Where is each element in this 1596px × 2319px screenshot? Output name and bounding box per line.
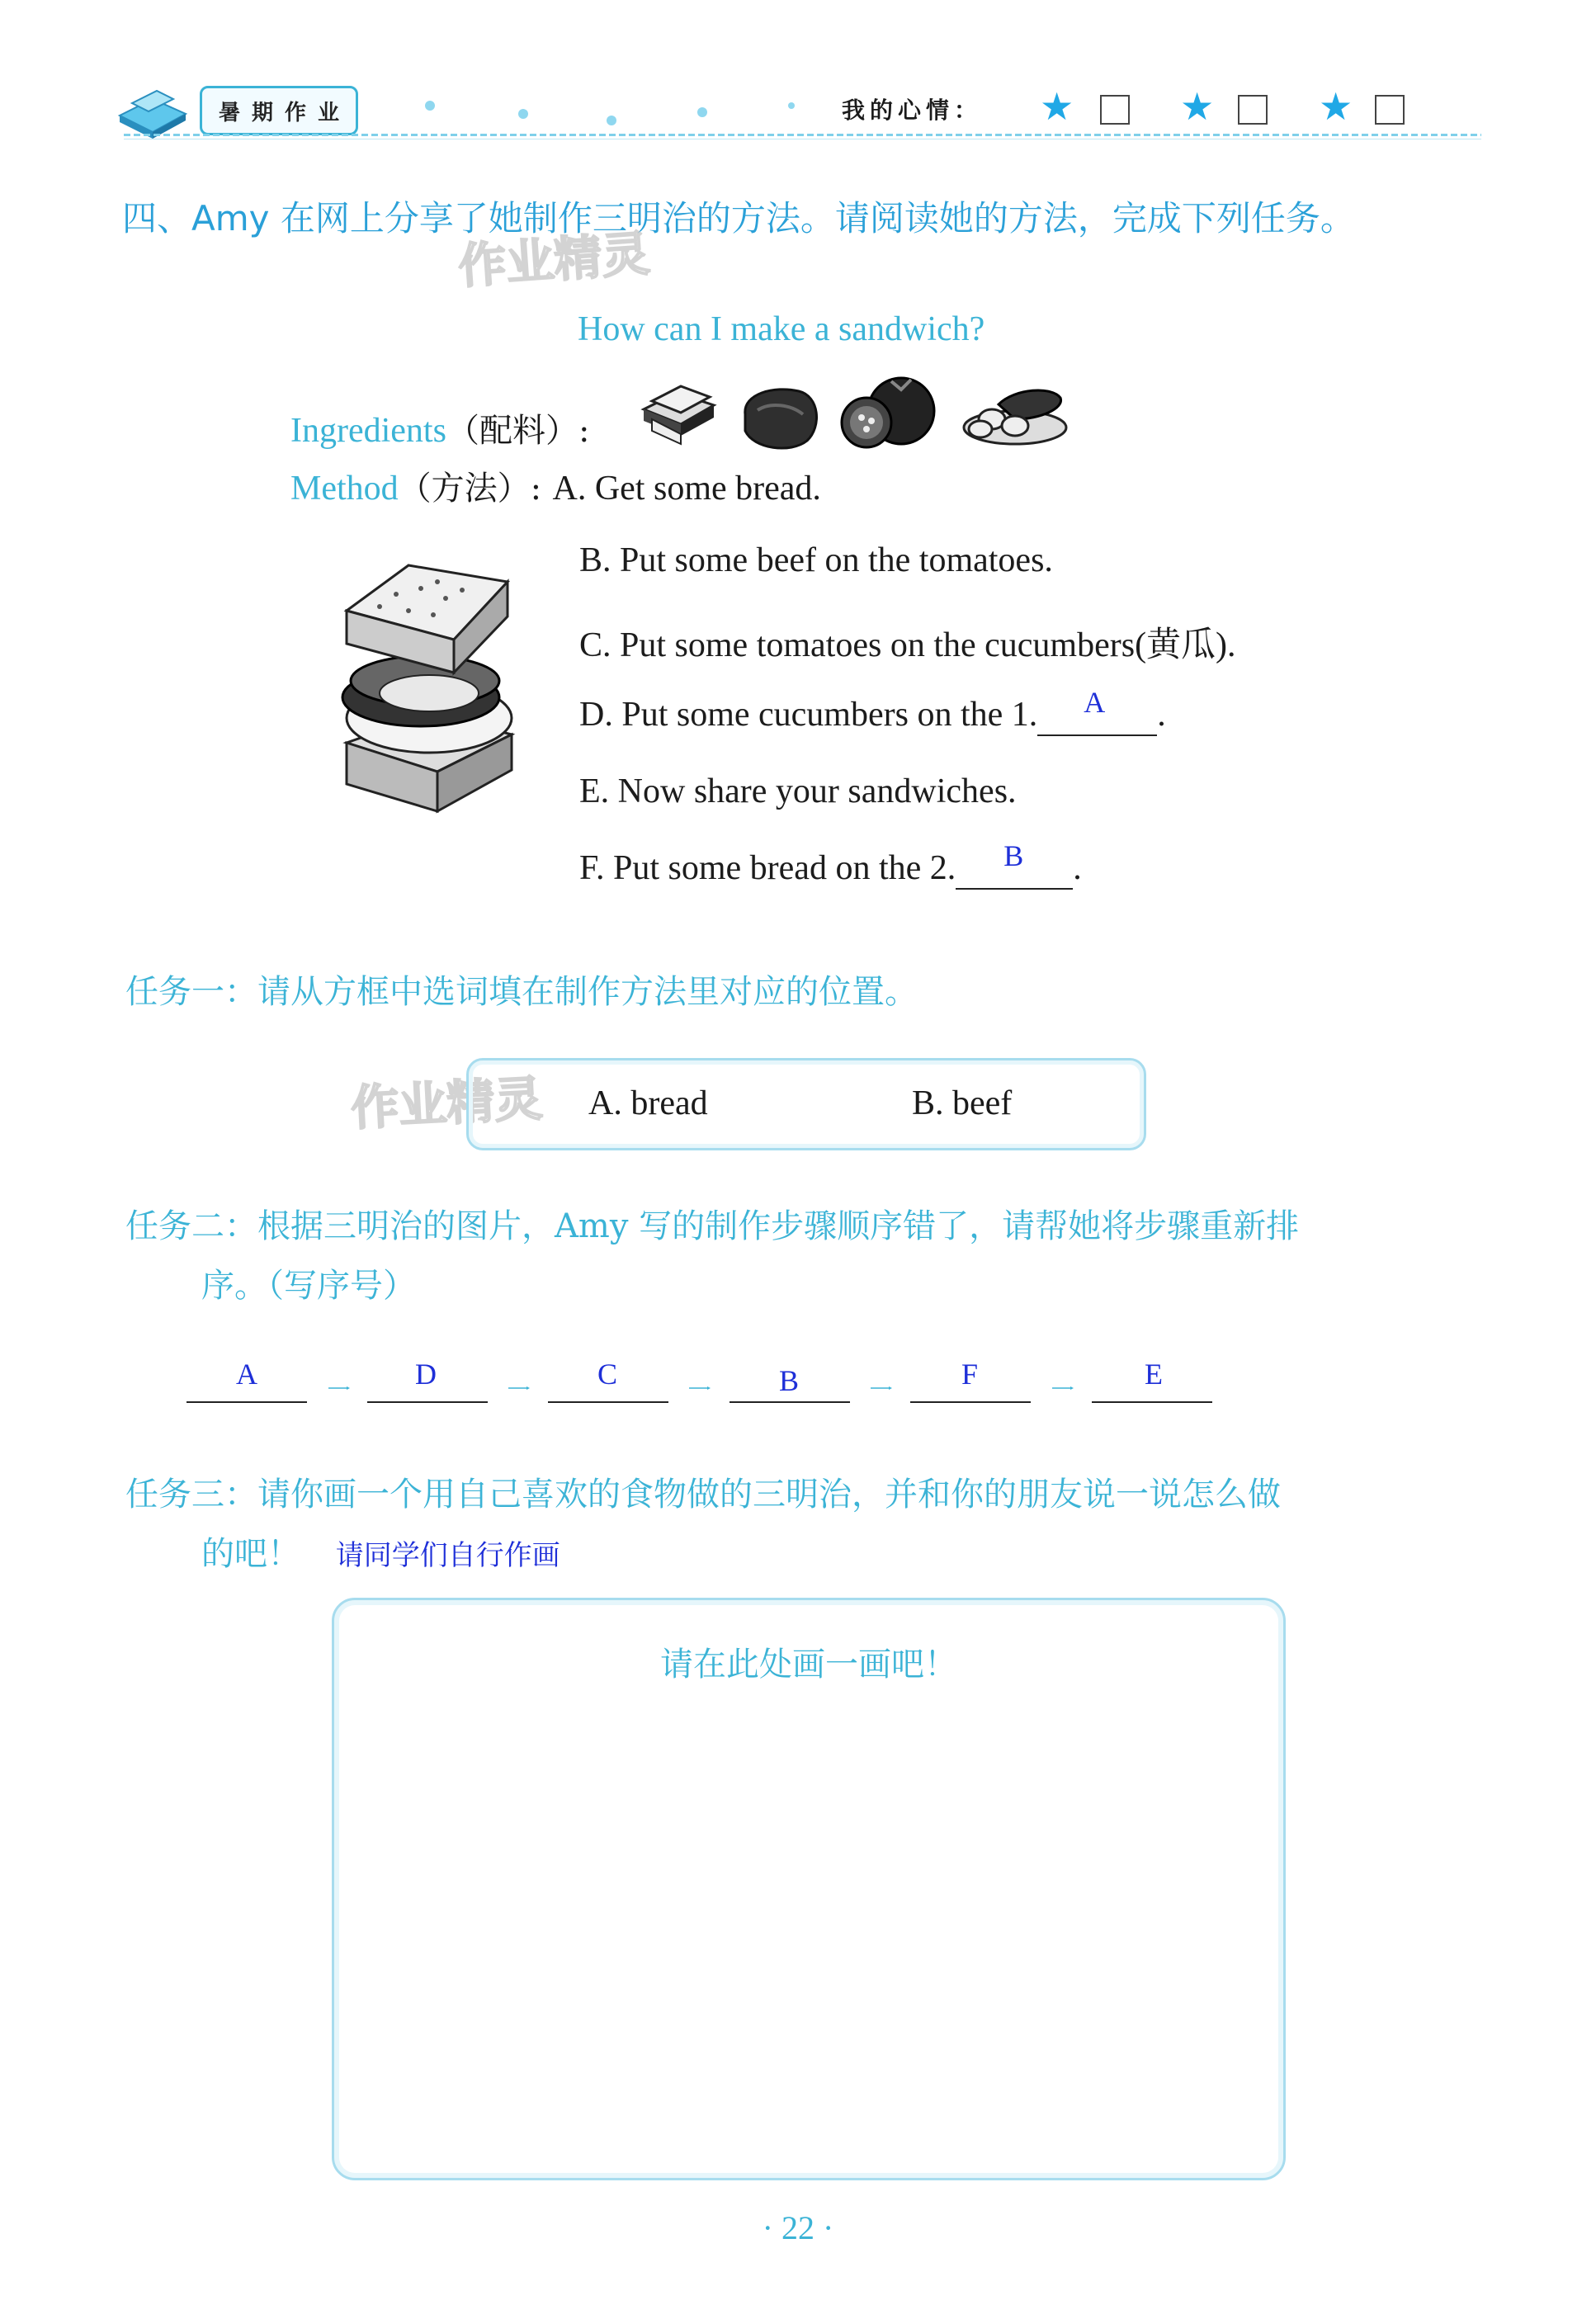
ingredients-label: Ingredients <box>290 412 446 450</box>
order-blank-6[interactable] <box>1092 1358 1212 1403</box>
drawing-box[interactable] <box>332 1598 1286 2180</box>
tomato-icon <box>833 371 939 454</box>
arrow-right-icon <box>318 1386 361 1390</box>
order-answer-5: F <box>961 1358 979 1391</box>
step-f-text: F. Put some bread on the 2. <box>579 849 956 887</box>
step-f-period: . <box>1073 849 1082 887</box>
decor-dot <box>788 102 795 109</box>
task2-line1: 任务二：根据三明治的图片，Amy 写的制作步骤顺序错了，请帮她将步骤重新排 <box>125 1207 1300 1245</box>
ingredients-cn: （配料）: <box>446 412 590 450</box>
arrow-right-icon <box>860 1386 903 1390</box>
order-answer-1: A <box>236 1358 257 1391</box>
star-icon: ★ <box>1040 84 1074 129</box>
order-answer-4: B <box>779 1364 800 1397</box>
blank-2-answer: B <box>1003 839 1024 872</box>
method-line <box>290 462 821 509</box>
task3-line1: 任务三：请你画一个用自己喜欢的食物做的三明治，并和你的朋友说一说怎么做 <box>125 1476 1281 1514</box>
mood-checkbox[interactable] <box>1375 95 1405 125</box>
reading-subtitle: How can I make a sandwich? <box>578 310 985 348</box>
header-tag: 暑期作业 <box>200 86 358 135</box>
task3-text <box>125 1465 1545 1585</box>
book-icon <box>116 83 190 140</box>
task2-text <box>125 1197 1545 1315</box>
order-answer-6: E <box>1145 1358 1163 1391</box>
star-icon: ★ <box>1180 84 1215 129</box>
arrow-right-icon <box>1041 1386 1084 1390</box>
step-a: A. Get some bread. <box>552 470 821 508</box>
task2-line2: 序。（写序号） <box>201 1267 416 1305</box>
mood-checkbox[interactable] <box>1100 95 1130 125</box>
order-blank-3[interactable] <box>548 1358 668 1403</box>
order-answer-3: C <box>597 1358 618 1391</box>
method-label: Method <box>290 470 399 508</box>
step-f <box>579 839 1082 890</box>
step-d <box>579 686 1166 736</box>
step-d-period: . <box>1157 696 1166 734</box>
sandwich-illustration <box>330 549 528 838</box>
task1-text: 任务一：请从方框中选词填在制作方法里对应的位置。 <box>125 973 918 1011</box>
watermark: 作业精灵 <box>349 1070 544 1137</box>
step-d-text: D. Put some cucumbers on the 1. <box>579 696 1038 734</box>
order-blank-2[interactable] <box>367 1358 488 1403</box>
mood-label: 我的心情： <box>842 97 983 124</box>
arrow-right-icon <box>498 1386 541 1390</box>
decor-dot <box>607 116 616 125</box>
order-blank-4[interactable] <box>730 1364 850 1403</box>
step-e: E. Now share your sandwiches. <box>579 772 1017 810</box>
header-divider <box>124 134 1481 136</box>
star-icon: ★ <box>1319 84 1353 129</box>
header <box>0 0 1596 149</box>
beef-icon <box>733 381 824 454</box>
blank-2[interactable] <box>956 839 1073 890</box>
cucumber-icon <box>957 380 1073 449</box>
method-cn: （方法）: <box>398 470 542 508</box>
watermark: 作业精灵 <box>456 224 652 295</box>
arrow-right-icon <box>678 1386 721 1390</box>
mood-checkbox[interactable] <box>1238 95 1268 125</box>
order-blank-1[interactable] <box>187 1358 307 1403</box>
question-title: 四、Amy 在网上分享了她制作三明治的方法。请阅读她的方法，完成下列任务。 <box>122 198 1355 239</box>
option-a: A. bread <box>588 1084 708 1122</box>
task3-line2-text: 的吧！ <box>201 1535 300 1573</box>
drawing-prompt: 请在此处画一画吧！ <box>660 1646 957 1684</box>
bread-icon <box>635 376 721 452</box>
step-b: B. Put some beef on the tomatoes. <box>579 541 1053 579</box>
task3-line2 <box>125 1524 1545 1585</box>
order-blank-5[interactable] <box>910 1358 1031 1403</box>
blank-1[interactable] <box>1037 686 1157 736</box>
decor-dot <box>518 109 528 119</box>
word-box <box>466 1058 1146 1150</box>
step-c: C. Put some tomatoes on the cucumbers(黄瓜). <box>579 626 1236 664</box>
page-number: · 22 · <box>762 2209 834 2246</box>
decor-dot <box>697 107 707 117</box>
option-b: B. beef <box>912 1084 1013 1122</box>
task3-answer: 请同学们自行作画 <box>335 1539 560 1572</box>
order-answer-2: D <box>415 1358 437 1391</box>
blank-1-answer: A <box>1084 686 1106 719</box>
decor-dot <box>425 101 435 111</box>
ingredients-line <box>290 404 589 451</box>
